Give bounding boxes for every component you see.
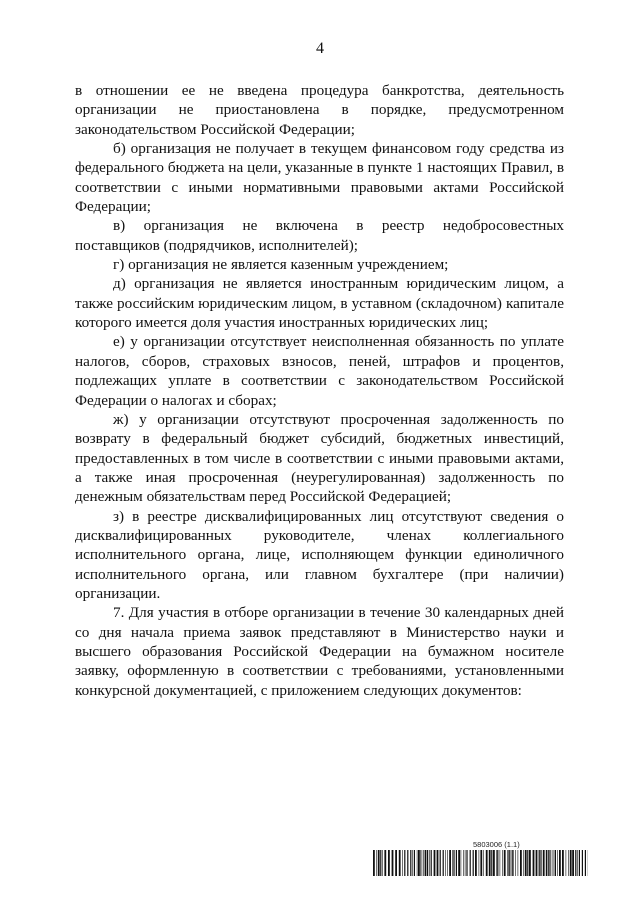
paragraph-item-b: б) организация не получает в текущем финансовом году средства из федерального бюджета на цели, указанные в пункте 1 настоящих Правил, в соответствии с иными нормативными правовыми актами Российской Федерации;: [75, 140, 564, 216]
page-number: 4: [316, 40, 324, 57]
paragraph-item-d: д) организация не является иностранным юридическим лицом, а также российским юридическим лицом, в уставном (складочном) капитале которого имеется доля участия иностранных юридических лиц;: [75, 275, 564, 332]
paragraph-item-g: г) организация не является казенным учреждением;: [113, 256, 449, 274]
paragraph-continuation: в отношении ее не введена процедура банкротства, деятельность организации не приостановлена в порядке, предусмотренном законодательством Российской Федерации;: [75, 82, 564, 138]
barcode-icon: [373, 850, 588, 876]
document-code: 5803006 (1.1): [473, 840, 520, 849]
paragraph-item-e: е) у организации отсутствует неисполненная обязанность по уплате налогов, сборов, страховых взносов, пеней, штрафов и процентов, подлежащих уплате в соответствии с законодательством Российской Федерации о налогах и сборах;: [75, 333, 564, 409]
paragraph-item-z: з) в реестре дисквалифицированных лиц отсутствуют сведения о дисквалифицированных руководителе, членах коллегиального исполнительного органа, лице, исполняющем функции единоличного исполнительного органа, или главном бухгалтере (при наличии) организации.: [75, 507, 564, 602]
paragraph-item-v: в) организация не включена в реестр недобросовестных поставщиков (подрядчиков, исполнителей);: [75, 217, 564, 254]
paragraph-section-7: 7. Для участия в отборе организации в течение 30 календарных дней со дня начала приема заявок представляют в Министерство науки и высшего образования Российской Федерации на бумажном носителе заявку, оформленную в соответствии с требованиями, установленными конкурсной документацией, с приложением следующих документов:: [75, 604, 564, 699]
body-text: [75, 81, 564, 700]
paragraph-item-zh: ж) у организации отсутствуют просроченная задолженность по возврату в федеральный бюджет субсидий, бюджетных инвестиций, предоставленных в том числе в соответствии с иными правовыми актами, а также иная просроченная (неурегулированная) задолженность по денежным обязательствам перед Российской Федерацией;: [75, 410, 564, 506]
